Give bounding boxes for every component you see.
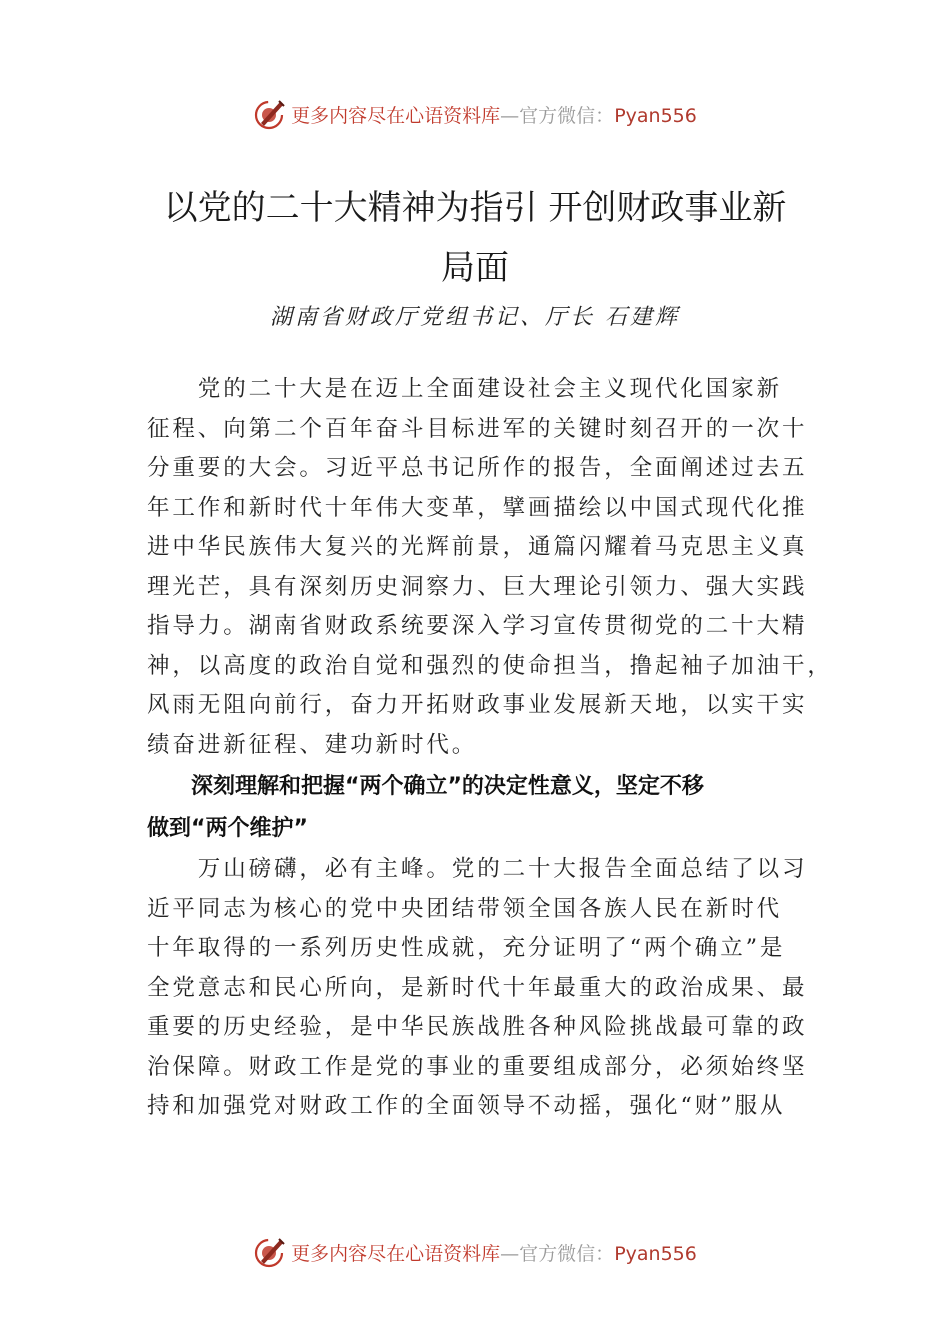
text-line: 分重要的大会。习近平总书记所作的报告，全面阐述过去五: [147, 455, 808, 481]
footer-banner: [0, 1232, 950, 1272]
text-line: 指导力。湖南省财政系统要深入学习宣传贯彻党的二十大精: [147, 613, 808, 639]
brush-pen-icon: [253, 97, 287, 131]
title-line: 局面: [441, 248, 509, 288]
heading-line: 深刻理解和把握“两个确立”的决定性意义，坚定不移: [147, 774, 704, 799]
banner-slogan: 更多内容尽在心语资料库: [291, 1242, 501, 1265]
text-line: 党的二十大是在迈上全面建设社会主义现代化国家新: [147, 376, 783, 402]
text-line: 全党意志和民心所向，是新时代十年最重大的政治成果、最: [147, 974, 808, 1001]
banner-slogan: 更多内容尽在心语资料库: [291, 104, 501, 127]
banner-wechat-id: Pyan556: [614, 104, 697, 127]
article-title: [120, 178, 830, 298]
text-line: 重要的历史经验，是中华民族战胜各种风险挑战最可靠的政: [147, 1014, 808, 1040]
paragraph-intro: [147, 370, 833, 765]
banner-wechat-id: Pyan556: [614, 1242, 697, 1265]
text-line: 万山磅礴，必有主峰。党的二十大报告全面总结了以习: [147, 856, 808, 882]
text-line: 十年取得的一系列历史性成就，充分证明了“两个确立”是: [147, 935, 786, 961]
text-line: 理光芒，具有深刻历史洞察力、巨大理论引领力、强大实践: [147, 573, 808, 600]
banner-separator: —: [500, 1242, 520, 1265]
section-heading: [147, 766, 817, 850]
text-line: 绩奋进新征程、建功新时代。: [147, 731, 478, 758]
text-line: 征程、向第二个百年奋斗目标进军的关键时刻召开的一次十: [147, 415, 808, 442]
brush-pen-icon: [253, 1235, 287, 1269]
text-line: 持和加强党对财政工作的全面领导不动摇，强化“财”服从: [147, 1093, 786, 1119]
text-line: 神，以高度的政治自觉和强烈的使命担当，撸起袖子加油干，: [147, 652, 833, 679]
heading-line: 做到“两个维护”: [147, 816, 308, 841]
header-banner: [0, 94, 950, 134]
banner-separator: —: [500, 104, 520, 127]
text-line: 近平同志为核心的党中央团结带领全国各族人民在新时代: [147, 895, 783, 922]
title-line: 以党的二十大精神为指引 开创财政事业新: [163, 188, 787, 228]
paragraph-section-1: [147, 850, 807, 1127]
text-line: 年工作和新时代十年伟大变革，擘画描绘以中国式现代化推: [147, 494, 808, 521]
banner-wechat-label: 官方微信：: [519, 104, 615, 127]
banner-text: [291, 101, 697, 128]
article-author: 湖南省财政厅党组书记、厅长 石建辉: [270, 305, 680, 330]
text-line: 治保障。财政工作是党的事业的重要组成部分，必须始终坚: [147, 1053, 808, 1080]
banner-text: [291, 1239, 697, 1266]
banner-wechat-label: 官方微信：: [519, 1242, 615, 1265]
text-line: 风雨无阻向前行，奋力开拓财政事业发展新天地，以实干实: [147, 692, 808, 718]
text-line: 进中华民族伟大复兴的光辉前景，通篇闪耀着马克思主义真: [147, 534, 808, 560]
